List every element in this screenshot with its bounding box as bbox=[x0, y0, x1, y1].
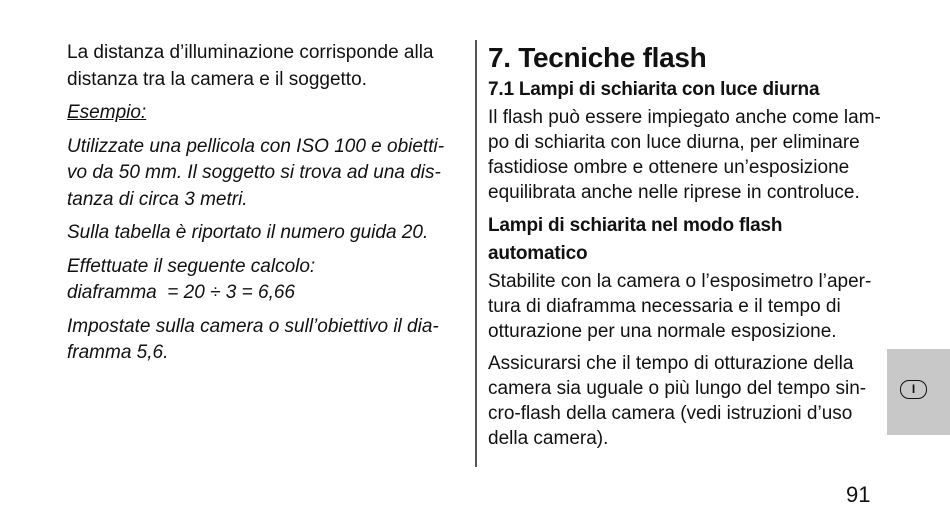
calculation-paragraph bbox=[67, 254, 462, 307]
set-aperture-paragraph bbox=[67, 314, 462, 367]
fill-flash-paragraph bbox=[488, 105, 883, 205]
aperture-paragraph bbox=[488, 269, 883, 344]
column-divider bbox=[475, 40, 477, 467]
fill-flash-line: Il flash può essere impiegato anche come lam- bbox=[488, 107, 881, 128]
fill-flash-line: po di schiarita con luce diurna, per eliminare bbox=[488, 132, 860, 153]
calculation-formula: diaframma = 20 ÷ 3 = 6,66 bbox=[67, 282, 295, 303]
left-column bbox=[67, 40, 462, 374]
example-paragraph bbox=[67, 134, 462, 214]
shutter-paragraph bbox=[488, 351, 883, 451]
aperture-line: Stabilite con la camera o l’esposimetro l’aper- bbox=[488, 271, 872, 292]
language-badge: I bbox=[900, 380, 927, 399]
example-line: vo da 50 mm. Il soggetto si trova ad una dis- bbox=[67, 162, 441, 183]
shutter-line: della camera). bbox=[488, 428, 609, 449]
set-aperture-line: Impostate sulla camera o sull’obiettivo il dia- bbox=[67, 315, 439, 337]
right-column bbox=[488, 40, 883, 458]
example-line: tanza di circa 3 metri. bbox=[67, 188, 248, 210]
example-label: Esempio: bbox=[67, 102, 147, 123]
page-number: 91 bbox=[846, 482, 871, 507]
section-subtitle: 7.1 Lampi di schiarita con luce diurna bbox=[488, 79, 820, 100]
calculation-intro: Effettuate il seguente calcolo: bbox=[67, 255, 316, 277]
shutter-line: Assicurarsi che il tempo di otturazione della bbox=[488, 353, 854, 374]
section-title: 7. Tecniche flash bbox=[488, 42, 707, 73]
guide-number-paragraph: Sulla tabella è riportato il numero guida 20. bbox=[67, 222, 429, 243]
shutter-line: cro-flash della camera (vedi istruzioni d’uso bbox=[488, 403, 853, 424]
intro-line: distanza tra la camera e il soggetto. bbox=[67, 68, 367, 90]
aperture-line: otturazione per una normale esposizione. bbox=[488, 321, 837, 342]
intro-line: La distanza d’illuminazione corrisponde alla bbox=[67, 42, 434, 63]
fill-flash-line: fastidiose ombre e ottenere un’esposizione bbox=[488, 157, 850, 178]
aperture-line: tura di diaframma necessaria e il tempo di bbox=[488, 296, 841, 317]
set-aperture-line: framma 5,6. bbox=[67, 342, 169, 363]
language-tab bbox=[887, 349, 950, 435]
auto-mode-heading: Lampi di schiarita nel modo flash automatico bbox=[488, 215, 783, 264]
intro-paragraph bbox=[67, 40, 462, 93]
fill-flash-line: equilibrata anche nelle riprese in controluce. bbox=[488, 182, 860, 203]
shutter-line: camera sia uguale o più lungo del tempo sin- bbox=[488, 378, 867, 399]
example-line: Utilizzate una pellicola con ISO 100 e obietti- bbox=[67, 135, 445, 157]
